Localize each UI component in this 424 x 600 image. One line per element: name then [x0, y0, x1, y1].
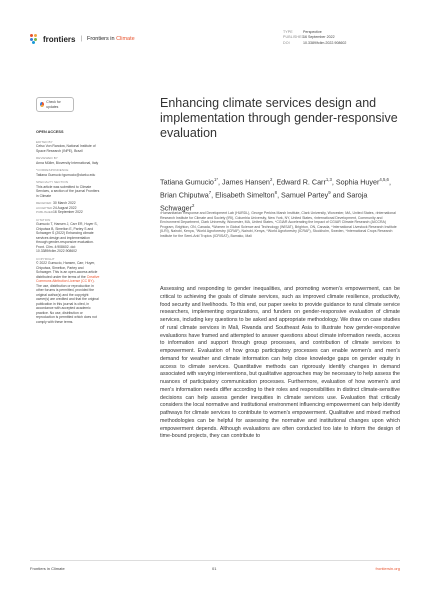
- open-access-label: OPEN ACCESS: [36, 130, 64, 134]
- frontiers-logo-icon: [30, 34, 40, 44]
- article-title: Enhancing climate services design and implementation through gender-responsive evaluation: [160, 96, 398, 140]
- footer-site-link[interactable]: frontiersin.org: [375, 566, 400, 571]
- license-link[interactable]: Creative Commons Attribution License (CC BY): [36, 274, 100, 283]
- article-type: Perspective: [303, 30, 322, 34]
- affiliations: ¹Humanitarian Response and Development Lab (HURDL), George Perkins Marsh Institute, Clark University, Worcester, MA, United States, ²International Research Institute for Climate and Society (IRI), Columbia University, New York, NY, United States, ³International Development, Community and Environment Department, Clark University, Worcester, MA, United States, ⁴CGIAR Accelerating the Impact of CGIAR Climate Research (AICCRA) Program, Brighton, ON, Canada, ⁵Women in Global Science and Technology (WISAT), Brighton, ON, Canada, ⁶International Livestock Research Institute (ILRI), Nairobi, Kenya, ⁷World Agroforestry (ICRAF), Nairobi, Kenya, ⁸World Agroforestry (ICRAF), Stockholm, Sweden, ⁹International Crops Research Institute for the Semi-Arid Tropics (ICRISAT), Bamako, Mali: [160, 211, 397, 238]
- article-meta: TYPE Perspective PUBLISHED16 September 2022 DOI 10.3389/fclim.2022.908602: [283, 30, 347, 45]
- correspondence[interactable]: Tatiana Gumucio tgumucio@clarku.edu: [36, 172, 96, 177]
- footer-divider: [30, 560, 400, 561]
- author-list: Tatiana Gumucio$^{1*}$, James Hansen$^2$, Edward R. Carr$^{1,3}$, Sophia Huyer$^{4,5,6}$, Brian Chiputwa$^7$, Elisabeth Simelton$^8$, Samuel Partey$^9$ and Saroja Schwager$^2$: [160, 177, 391, 213]
- citation: Gumucio T, Hansen J, Carr ER, Huyer S, Chiputwa B, Simelton E, Partey S and Schwager S (2022) Enhancing climate services design and implementation through gender-responsive evaluation. Front. Clim. 4:908602. doi: 10.3389/fclim.2022.908602: [36, 222, 98, 253]
- brand-separator: |: [80, 36, 83, 42]
- journal-name: Frontiers in Climate: [87, 36, 135, 42]
- check-updates-icon: [40, 102, 44, 107]
- abstract: Assessing and responding to gender inequalities, and promoting women's empowerment, can be critical to achieving the goals of climate services, such as improved climate resilience, productivity, food security and livelihoods. To this end, our paper seeks to provide guidance to rural climate service researchers, implementing organizations, and funders on gender-responsive evaluation of climate services, including key questions to be asked and appropriate methodology. We draw on case studies of rural climate services in Mali, Rwanda and Southeast Asia to illustrate how gender-responsive evaluations have framed and attempted to answer questions about climate information needs, access to information and support through group processes, and contribution of climate services to empowerment. Evaluation of how group participatory processes can enable women's and men's demand for weather and climate information can help close knowledge gaps on gender equity in access to climate services. Quantitative methods can rigorously identify changes in demand associated with varying interventions, but qualitative approaches may be necessary to help assess the nuances of participatory communication processes. Furthermore, evaluation of how women's and men's information needs differ according to their roles and responsibilities in distinct climate-sensitive decisions can help assess gender inequities in climate services use. Evaluation that critically considers the local normative and institutional environment influencing empowerment can help identify pathways for climate services to contribute to women's empowerment. Qualitative and mixed method methodologies can be helpful for assessing the normative and institutional changes upon which empowerment depends. Although evaluations are often conducted too late to inform the design of time-bound projects, they can contribute to: [160, 286, 400, 440]
- editor: Celso Von Randow, National Institute of Space Research (INPE), Brazil: [36, 144, 96, 153]
- check-for-updates-button[interactable]: Check for updates: [36, 97, 74, 112]
- doi[interactable]: 10.3389/fclim.2022.908602: [303, 40, 347, 45]
- page-number: 01: [212, 566, 217, 571]
- footer-journal: Frontiers in Climate: [30, 566, 65, 571]
- page-footer: [30, 566, 400, 576]
- brand-name: frontiers: [43, 34, 76, 44]
- specialty-section: This article was submitted to Climate Services, a section of the journal Frontiers in Climate: [36, 184, 100, 198]
- journal-logo[interactable]: [30, 34, 135, 44]
- publish-date: 16 September 2022: [303, 35, 335, 40]
- copyright: © 2022 Gumucio, Hansen, Carr, Huyer, Chiputwa, Simelton, Partey and Schwager. This is an open-access article distributed under the terms of the Creative Commons Attribution License (CC BY). The use, distribution or reproduction in other forums is permitted, provided the original author(s) and the copyright owner(s) are credited and that the original publication in this journal is cited, in accordance with accepted academic practice. No use, distribution or reproduction is permitted which does not comply with these terms.: [36, 261, 100, 324]
- reviewer: Anna Müller, Bioversity International, Italy: [36, 160, 99, 165]
- article-dates: RECEIVED 30 March 2022 ACCEPTED24 August 2022 PUBLISHED16 September 2022: [36, 201, 83, 214]
- article-sidebar: Check for updates OPEN ACCESS EDITED BY Celso Von Randow, National Institute of Space Research (INPE), Brazil REVIEWED BY Anna Müller, Bioversity International, Italy *CORRESPONDENCE Tatiana Gumucio tgumucio@clarku.edu SPECIALTY SECTION This article was submitted to Climate Services, a section of the journal Frontiers in Climate RECEIVED 30 March 2022 ACCEPTED24 August 2022 PUBLISHED16 September 2022 CITATION Gumucio T, Hansen J, Carr ER, Huyer S, Chiputwa B, Simelton E, Partey S and Schwager S (2022) Enhancing climate services design and implementation through gender-responsive evaluation. Front. Clim. 4:908602. doi: 10.3389/fclim.2022.908602 COPYRIGHT © 2022 Gumucio, Hansen, Carr, Huyer, Chiputwa, Simelton, Partey and Schwager. This is an open-access article distributed under the terms of the Creative Commons Attribution License (CC BY). The use, distribution or reproduction in other forums is permitted, provided the original author(s) and the copyright owner(s) are credited and that the original publication in this journal is cited, in accordance with accepted academic practice. No use, distribution or reproduction is permitted which does not comply with these terms.: [36, 97, 100, 324]
